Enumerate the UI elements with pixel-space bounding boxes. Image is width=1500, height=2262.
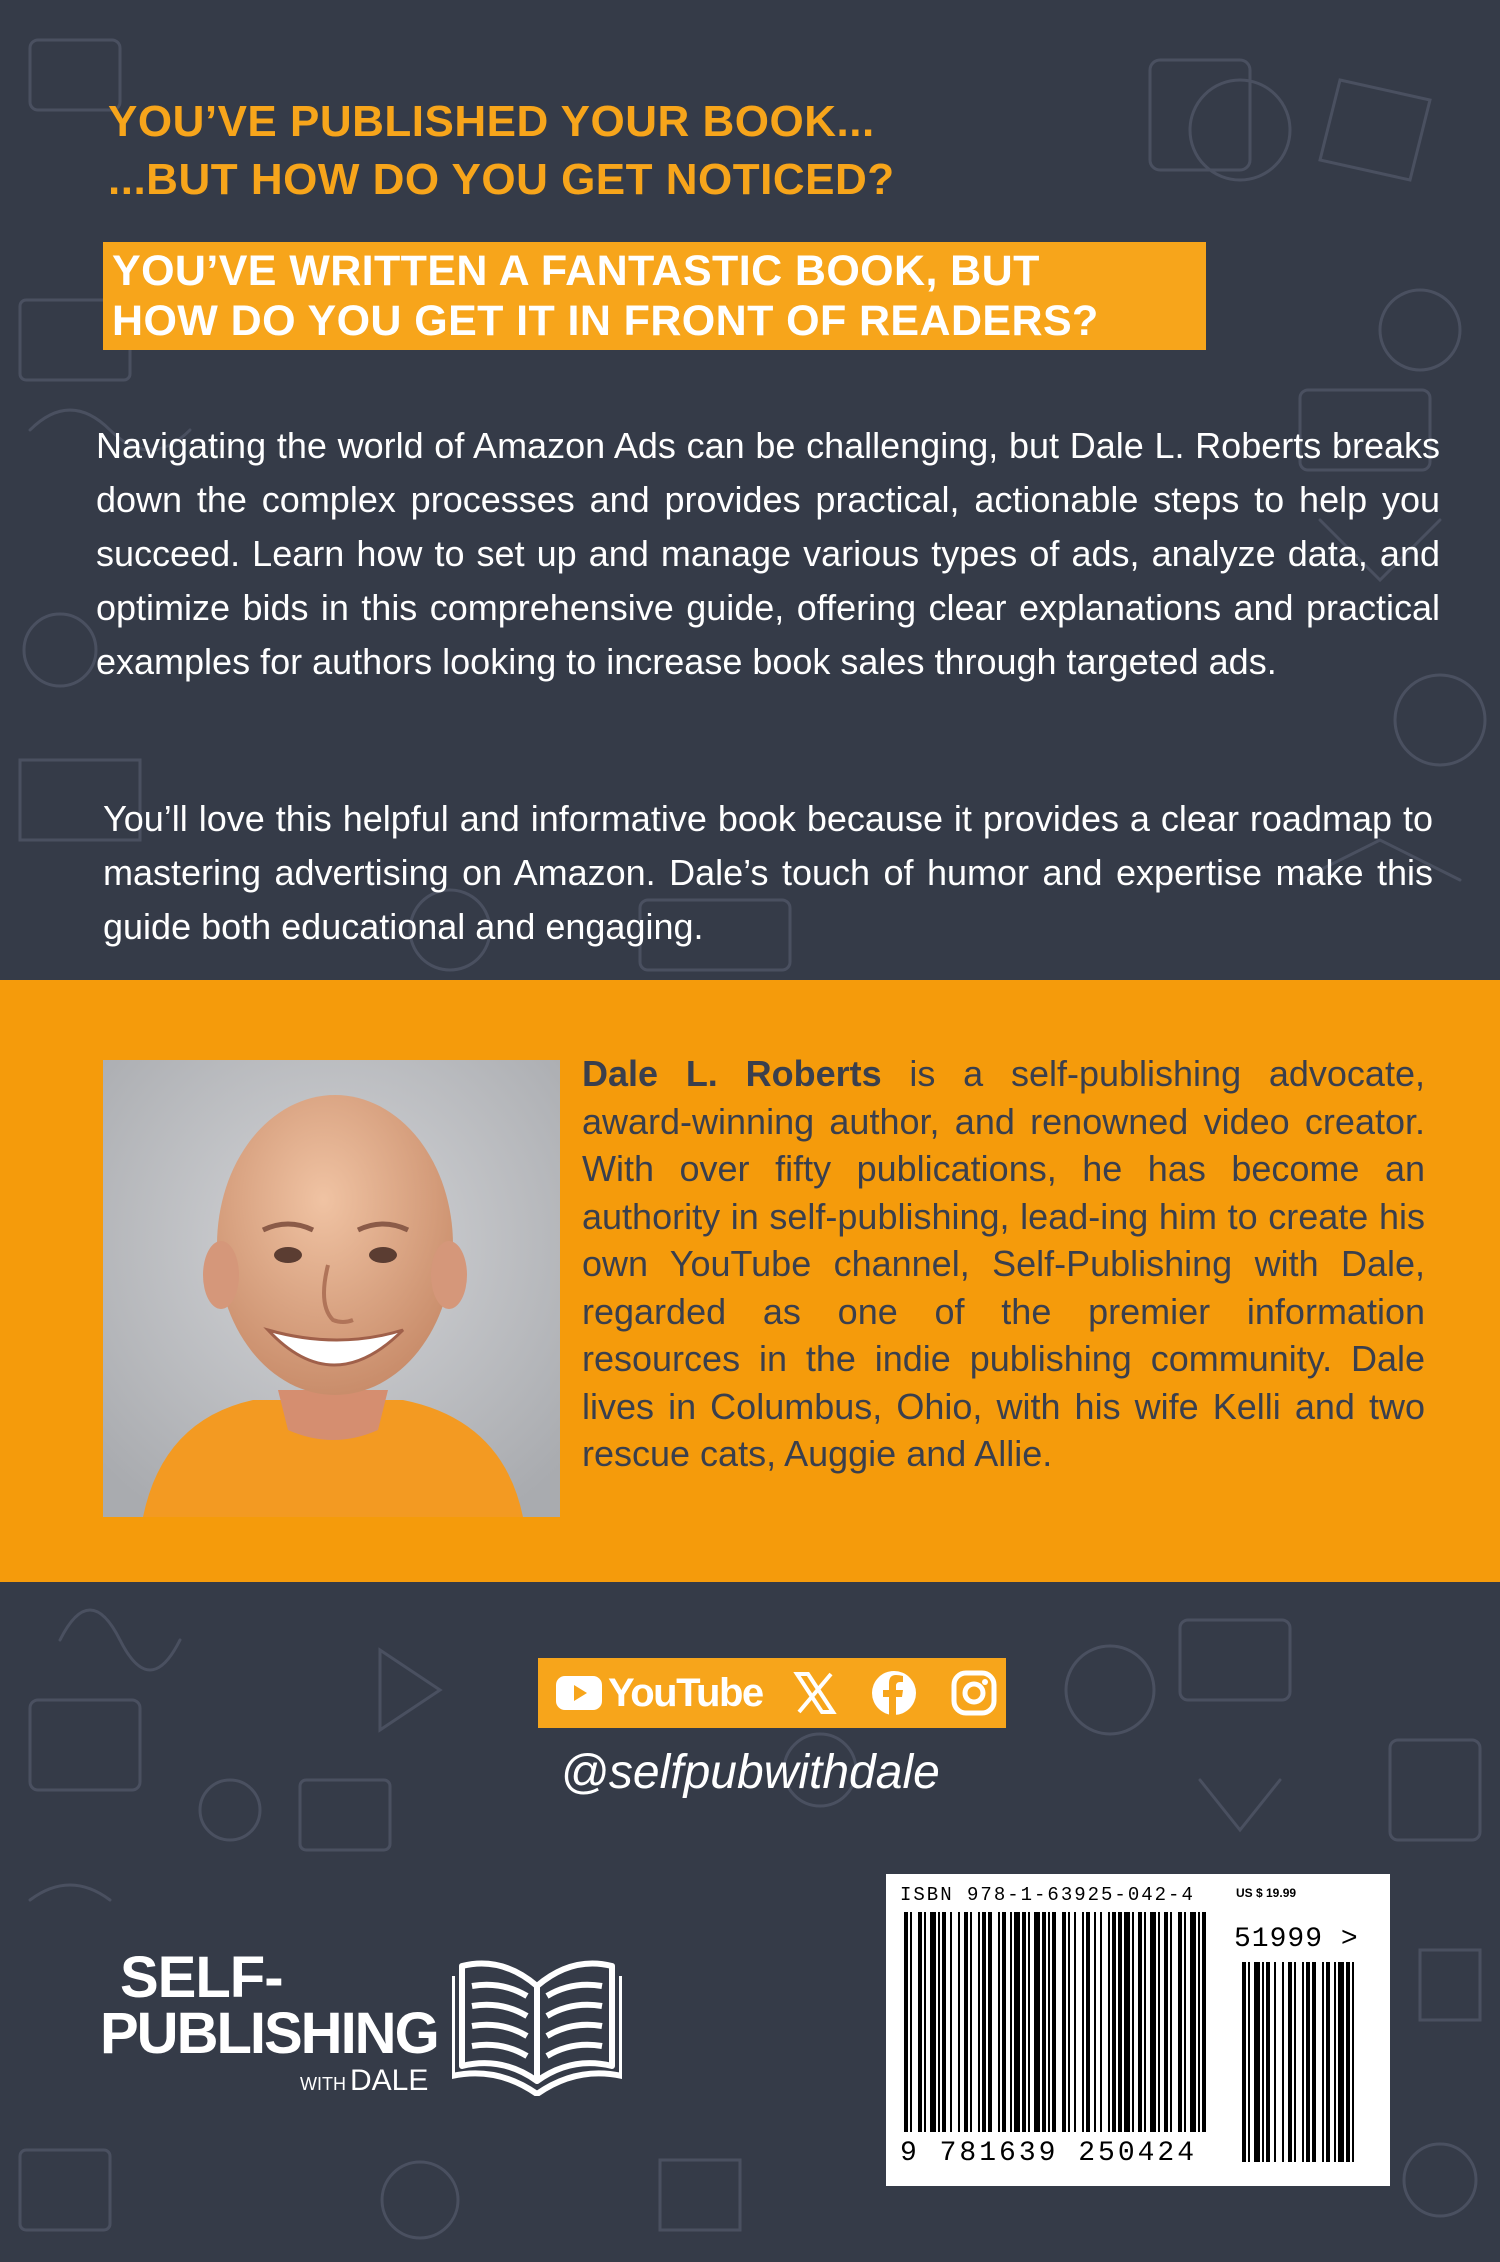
barcode-bar bbox=[1118, 1912, 1122, 2132]
facebook-icon bbox=[871, 1670, 917, 1716]
barcode-bar bbox=[958, 1912, 960, 2132]
description-paragraph-1: Navigating the world of Amazon Ads can be challenging, but Dale L. Roberts breaks down the complex processes and provides practical, actionable steps to help you succeed. Learn how to set up and manage various types of ads, analyze data, and optimize bids in this comprehensive guide, offering clear explanations and practical examples for authors looking to increase book sales through targeted ads. bbox=[96, 425, 1440, 682]
barcode-bar bbox=[1164, 1912, 1168, 2132]
barcode-bar bbox=[964, 1912, 968, 2132]
barcode-bar bbox=[1014, 1912, 1020, 2132]
barcode-bar bbox=[930, 1912, 936, 2132]
barcode-bar bbox=[1082, 1912, 1084, 2132]
barcode-bar bbox=[1048, 1912, 1050, 2132]
logo-with: WITH bbox=[300, 2074, 346, 2094]
barcode-bar bbox=[1022, 1912, 1026, 2132]
barcode-bar bbox=[950, 1912, 952, 2132]
barcode-bar bbox=[1062, 1912, 1066, 2132]
addon-bar bbox=[1266, 1962, 1270, 2162]
barcode-bar bbox=[982, 1912, 986, 2132]
author-bio-text: is a self-publishing advocate, award-winning author, and renowned video creator. With over fifty publications, he has become an authority in self-publishing, lead-ing him to create his own YouTube channel, Self-Publishing with Dale, regarded as one of the premier information resources in the indie publishing community. Dale lives in Columbus, Ohio, with his wife Kelli and two rescue cats, Auggie and Allie. bbox=[582, 1053, 1425, 1474]
headline-line-2: ...BUT HOW DO YOU GET NOTICED? bbox=[108, 155, 895, 204]
callout-line-2: HOW DO YOU GET IT IN FRONT OF READERS? bbox=[112, 297, 1099, 345]
barcode-bar bbox=[970, 1912, 972, 2132]
addon-bar bbox=[1346, 1962, 1350, 2162]
addon-bar bbox=[1242, 1962, 1246, 2162]
barcode-bar bbox=[1198, 1912, 1200, 2132]
barcode-bar bbox=[1108, 1912, 1110, 2132]
facebook-link[interactable] bbox=[871, 1670, 917, 1716]
barcode-bar bbox=[1190, 1912, 1196, 2132]
barcode-bar bbox=[1112, 1912, 1116, 2132]
barcode-bar bbox=[1158, 1912, 1160, 2132]
barcode-bar bbox=[1150, 1912, 1156, 2132]
addon-bar bbox=[1282, 1962, 1284, 2162]
barcode-bar bbox=[942, 1912, 946, 2132]
barcode-bar bbox=[1202, 1912, 1206, 2132]
barcode-bar bbox=[998, 1912, 1000, 2132]
barcode-bar bbox=[1170, 1912, 1172, 2132]
x-link[interactable] bbox=[793, 1671, 837, 1715]
barcode-bar bbox=[1100, 1912, 1102, 2132]
barcode-bar bbox=[1074, 1912, 1076, 2132]
barcode-bar bbox=[1144, 1912, 1146, 2132]
barcode-bar bbox=[1086, 1912, 1090, 2132]
addon-bar bbox=[1334, 1962, 1336, 2162]
instagram-icon bbox=[951, 1670, 997, 1716]
barcode-bar bbox=[938, 1912, 940, 2132]
logo-line-3 bbox=[300, 2064, 428, 2101]
addon-bar bbox=[1326, 1962, 1330, 2162]
barcode-bar bbox=[978, 1912, 980, 2132]
addon-bar bbox=[1306, 1962, 1310, 2162]
addon-bar bbox=[1288, 1962, 1292, 2162]
barcode-bar bbox=[1010, 1912, 1012, 2132]
barcode-bar bbox=[1068, 1912, 1070, 2132]
barcode-bar bbox=[1042, 1912, 1046, 2132]
description-paragraph-2: You’ll love this helpful and informative book because it provides a clear roadmap to mastering advertising on Amazon. Dale’s touch of humor and expertise make this guide both educational and engaging. bbox=[103, 798, 1433, 947]
barcode-bar bbox=[1132, 1912, 1134, 2132]
barcode-bar bbox=[910, 1912, 912, 2132]
barcode-bar bbox=[1028, 1912, 1030, 2132]
instagram-link[interactable] bbox=[951, 1670, 997, 1716]
price-text: US $ 19.99 bbox=[1236, 1886, 1297, 1900]
open-book-icon bbox=[452, 1956, 622, 2096]
headline-line-1: YOU’VE PUBLISHED YOUR BOOK... bbox=[108, 97, 875, 146]
addon-bar bbox=[1262, 1962, 1264, 2162]
barcode-bar bbox=[988, 1912, 992, 2132]
callout-line-1: YOU’VE WRITTEN A FANTASTIC BOOK, BUT bbox=[112, 247, 1040, 295]
addon-bar bbox=[1338, 1962, 1344, 2162]
logo-line-2: PUBLISHING bbox=[100, 2001, 438, 2066]
barcode-bar bbox=[1052, 1912, 1056, 2132]
barcode-bar bbox=[918, 1912, 922, 2132]
youtube-link[interactable] bbox=[556, 1671, 763, 1716]
publisher-logo bbox=[100, 1945, 640, 2118]
author-name: Dale L. Roberts bbox=[582, 1053, 882, 1094]
social-links-bar bbox=[538, 1658, 1006, 1728]
barcode-bar bbox=[1138, 1912, 1142, 2132]
barcode-bar bbox=[1178, 1912, 1182, 2132]
addon-bar bbox=[1294, 1962, 1296, 2162]
addon-bar bbox=[1254, 1962, 1260, 2162]
barcode-bar bbox=[1184, 1912, 1186, 2132]
social-handle[interactable]: @selfpubwithdale bbox=[560, 1746, 940, 1799]
barcode-bar bbox=[924, 1912, 926, 2132]
addon-bar bbox=[1302, 1962, 1304, 2162]
logo-line-1: SELF- bbox=[120, 1945, 283, 2010]
x-icon bbox=[793, 1671, 837, 1715]
barcode-bar bbox=[904, 1912, 908, 2132]
barcode-bar bbox=[1124, 1912, 1130, 2132]
barcode-bar bbox=[1094, 1912, 1096, 2132]
barcode-digits: 9 781639 250424 bbox=[900, 2138, 1198, 2169]
youtube-icon bbox=[556, 1676, 602, 1710]
author-photo bbox=[103, 1060, 560, 1517]
barcode-bar bbox=[1002, 1912, 1006, 2132]
addon-bar bbox=[1274, 1962, 1276, 2162]
addon-arrow: > bbox=[1340, 1924, 1359, 1955]
youtube-label: YouTube bbox=[608, 1670, 763, 1715]
addon-bar bbox=[1248, 1962, 1250, 2162]
addon-digits: 51999 bbox=[1234, 1924, 1324, 1955]
addon-bar bbox=[1312, 1962, 1316, 2162]
barcode-bar bbox=[1034, 1912, 1040, 2132]
isbn-text: ISBN 978-1-63925-042-4 bbox=[900, 1884, 1195, 1906]
author-bio bbox=[582, 1050, 1425, 1478]
logo-name: DALE bbox=[349, 2064, 429, 2097]
addon-bar bbox=[1322, 1962, 1324, 2162]
isbn-barcode bbox=[886, 1874, 1390, 2186]
addon-bar bbox=[1352, 1962, 1354, 2162]
